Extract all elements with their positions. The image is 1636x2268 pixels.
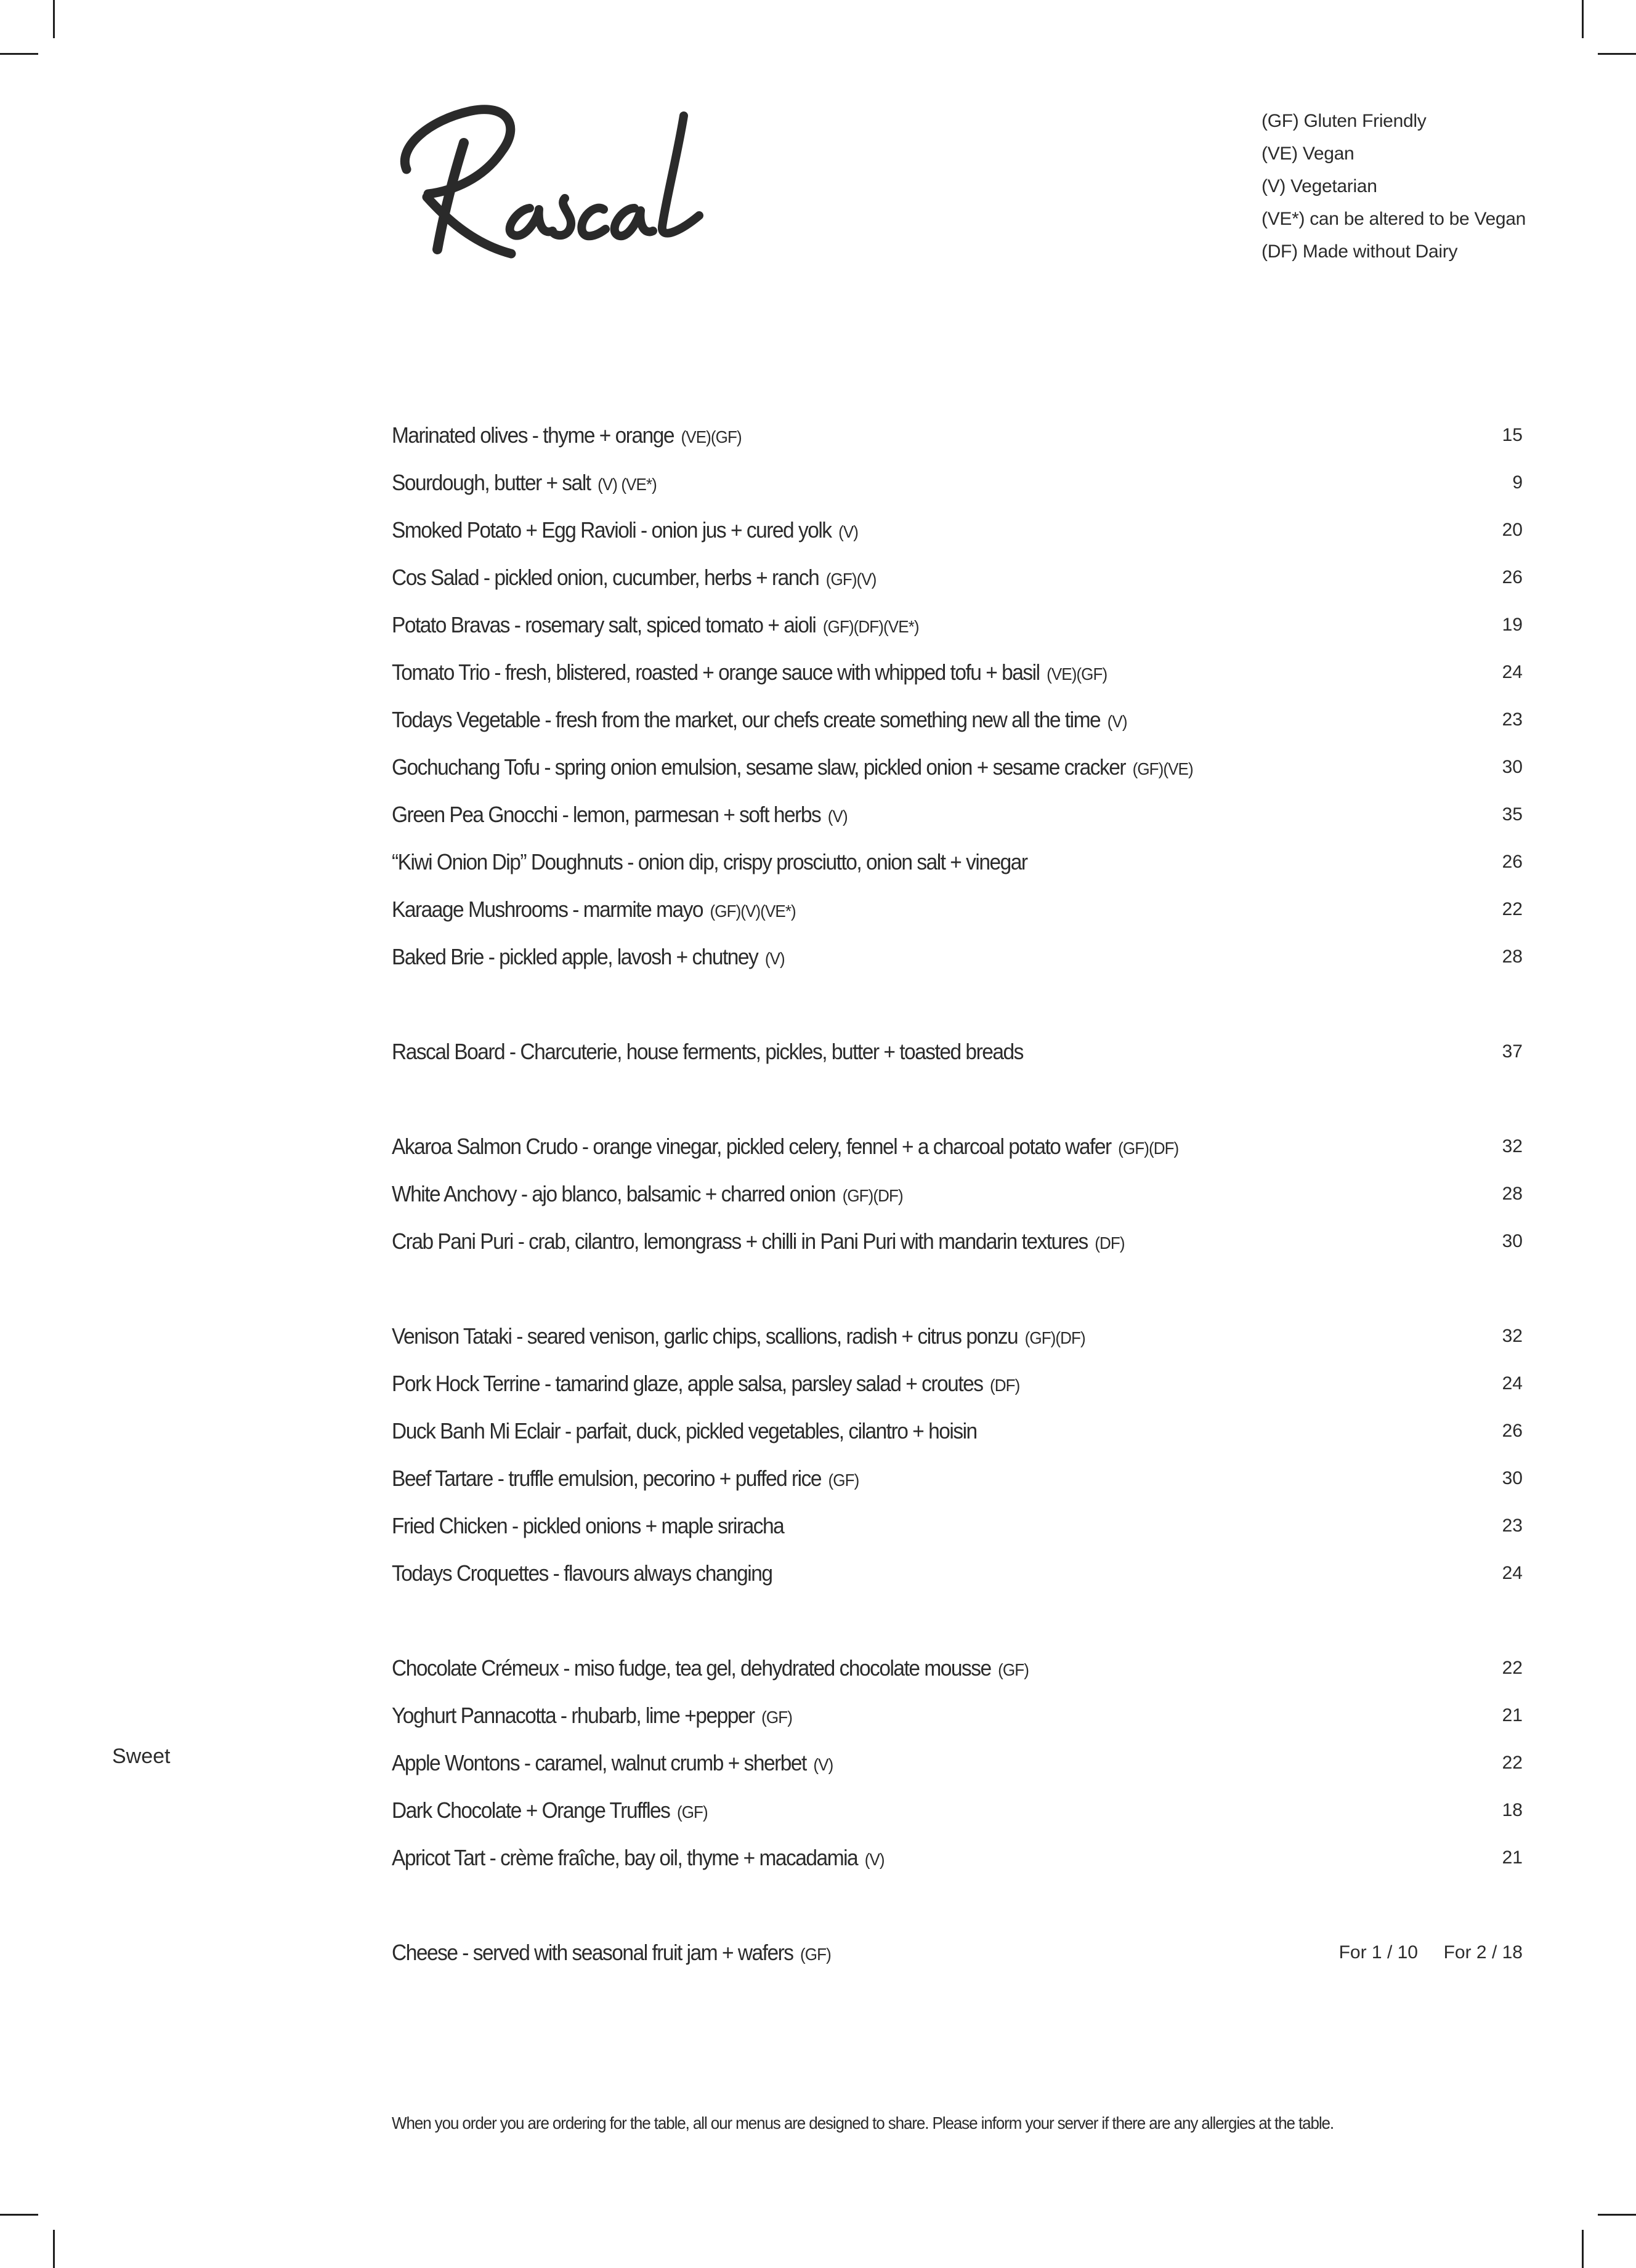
menu-item	[392, 411, 1523, 459]
item-price: 24	[1502, 661, 1523, 682]
dietary-tags: (GF)(VE)	[1132, 759, 1193, 778]
item-description: Sourdough, butter + salt	[392, 469, 591, 495]
dietary-tags: (GF)	[998, 1660, 1029, 1679]
item-description: Beef Tartare - truffle emulsion, pecorino + puffed rice	[392, 1465, 822, 1491]
item-price: 15	[1502, 424, 1523, 445]
dietary-tags: (DF)	[1095, 1233, 1125, 1253]
menu-item-cheese	[392, 1929, 1523, 1976]
dietary-tags: (GF)(DF)	[1118, 1138, 1179, 1158]
item-description: Pork Hock Terrine - tamarind glaze, apple salsa, parsley salad + croutes	[392, 1370, 983, 1396]
item-description: Marinated olives - thyme + orange	[392, 422, 674, 448]
item-description: “Kiwi Onion Dip” Doughnuts - onion dip, crispy prosciutto, onion salt + vinegar	[392, 849, 1027, 874]
item-price: 22	[1502, 898, 1523, 919]
menu-item	[392, 506, 1523, 554]
item-price: 22	[1502, 1752, 1523, 1773]
item-price: 9	[1512, 472, 1523, 493]
item-price: 32	[1502, 1136, 1523, 1156]
dietary-tags: (GF)(DF)	[1024, 1328, 1085, 1347]
item-description: Todays Vegetable - fresh from the market, our chefs create something new all the time	[392, 706, 1101, 732]
menu-section-board	[392, 1028, 1523, 1075]
dietary-tags: (GF)(V)(VE*)	[710, 901, 796, 921]
section-gap	[392, 980, 1523, 1028]
dietary-tags: (VE)(GF)	[1047, 664, 1108, 684]
menu-item	[392, 886, 1523, 933]
menu-list	[392, 411, 1523, 1976]
dietary-tags: (V) (VE*)	[597, 474, 657, 494]
dietary-tags: (V)	[764, 948, 785, 968]
legend-item-ve-star: (VE*) can be altered to be Vegan	[1261, 209, 1526, 229]
menu-item	[392, 1360, 1523, 1407]
dietary-tags: (GF)(V)	[825, 569, 877, 589]
menu-item	[392, 554, 1523, 601]
item-description: Rascal Board - Charcuterie, house ferments, pickles, butter + toasted breads	[392, 1038, 1023, 1064]
menu-item	[392, 1455, 1523, 1502]
dietary-tags: (V)	[838, 522, 859, 541]
item-description: Fried Chicken - pickled onions + maple sriracha	[392, 1512, 784, 1538]
dietary-tags: (GF)	[800, 1944, 831, 1964]
item-description: Gochuchang Tofu - spring onion emulsion, sesame slaw, pickled onion + sesame cracker	[392, 754, 1126, 780]
menu-item	[392, 696, 1523, 743]
crop-mark-top-right-horizontal	[1598, 53, 1636, 55]
item-description: Green Pea Gnocchi - lemon, parmesan + soft herbs	[392, 801, 821, 827]
item-price: 26	[1502, 851, 1523, 872]
item-price: 23	[1502, 709, 1523, 730]
menu-item	[392, 1312, 1523, 1360]
item-description: Potato Bravas - rosemary salt, spiced tomato + aioli	[392, 611, 816, 637]
menu-item	[392, 743, 1523, 791]
menu-item	[392, 648, 1523, 696]
menu-item	[392, 1170, 1523, 1217]
item-price: 26	[1502, 1420, 1523, 1441]
menu-item	[392, 1834, 1523, 1881]
item-description: Akaroa Salmon Crudo - orange vinegar, pickled celery, fennel + a charcoal potato wafer	[392, 1133, 1111, 1159]
item-price: 37	[1502, 1041, 1523, 1062]
item-price: 24	[1502, 1562, 1523, 1583]
dietary-tags: (GF)	[828, 1470, 859, 1490]
price-for-two: For 2 / 18	[1443, 1942, 1523, 1963]
dietary-tags: (GF)(DF)(VE*)	[822, 616, 919, 636]
menu-item	[392, 791, 1523, 838]
section-gap	[392, 1265, 1523, 1312]
legend-item-df: (DF) Made without Dairy	[1261, 241, 1458, 262]
dietary-tags: (V)	[1107, 711, 1127, 731]
dietary-tags: (V)	[827, 806, 848, 826]
dietary-tags: (GF)	[761, 1707, 792, 1727]
menu-item	[392, 933, 1523, 980]
item-price: 35	[1502, 804, 1523, 825]
menu-item	[392, 459, 1523, 506]
dietary-tags: (V)	[813, 1754, 833, 1774]
menu-item	[392, 1123, 1523, 1170]
item-description: White Anchovy - ajo blanco, balsamic + charred onion	[392, 1180, 836, 1206]
menu-item	[392, 1549, 1523, 1597]
menu-item	[392, 838, 1523, 886]
menu-item	[392, 1739, 1523, 1786]
item-description: Cos Salad - pickled onion, cucumber, herbs + ranch	[392, 564, 819, 590]
item-price: 23	[1502, 1515, 1523, 1536]
crop-mark-bottom-right-horizontal	[1598, 2214, 1636, 2216]
item-price: 28	[1502, 946, 1523, 967]
menu-section-small-plates	[392, 411, 1523, 980]
menu-section-meat	[392, 1312, 1523, 1597]
item-description: Apple Wontons - caramel, walnut crumb + sherbet	[392, 1749, 811, 1775]
crop-mark-bottom-right-vertical	[1582, 2230, 1584, 2268]
item-price: 30	[1502, 1467, 1523, 1488]
section-gap	[392, 1075, 1523, 1123]
item-description: Karaage Mushrooms - marmite mayo	[392, 896, 703, 922]
section-gap	[392, 1597, 1523, 1644]
legend-item-v: (V) Vegetarian	[1261, 176, 1377, 196]
item-price: 21	[1502, 1847, 1523, 1868]
legend-item-ve: (VE) Vegan	[1261, 143, 1355, 164]
section-label-sweet: Sweet	[112, 1745, 171, 1768]
item-price: 24	[1502, 1373, 1523, 1394]
item-description: Smoked Potato + Egg Ravioli - onion jus + cured yolk	[392, 517, 832, 543]
item-price: 30	[1502, 1230, 1523, 1251]
dietary-tags: (V)	[864, 1849, 885, 1869]
crop-mark-bottom-left-horizontal	[0, 2214, 38, 2216]
dietary-tags: (DF)	[990, 1375, 1020, 1395]
item-price: 21	[1502, 1705, 1523, 1725]
menu-item	[392, 1502, 1523, 1549]
dietary-legend	[1261, 105, 1526, 268]
dietary-tags: (GF)(DF)	[842, 1185, 903, 1205]
item-price: 22	[1502, 1657, 1523, 1678]
menu-item	[392, 1217, 1523, 1265]
item-description: Dark Chocolate + Orange Truffles	[392, 1797, 670, 1823]
legend-item-gf: (GF) Gluten Friendly	[1261, 111, 1427, 131]
item-price: 20	[1502, 519, 1523, 540]
item-description: Venison Tataki - seared venison, garlic chips, scallions, radish + citrus ponzu	[392, 1323, 1018, 1349]
footer-note: When you order you are ordering for the table, all our menus are designed to share. Please inform your server if there are any allergies at the table.	[392, 2113, 1334, 2133]
item-price: 32	[1502, 1325, 1523, 1346]
menu-section-seafood	[392, 1123, 1523, 1265]
item-description: Duck Banh Mi Eclair - parfait, duck, pickled vegetables, cilantro + hoisin	[392, 1418, 977, 1443]
item-description: Baked Brie - pickled apple, lavosh + chutney	[392, 943, 758, 969]
price-for-one: For 1 / 10	[1338, 1942, 1418, 1963]
crop-mark-top-left-vertical	[53, 0, 55, 38]
menu-item	[392, 1407, 1523, 1455]
menu-item	[392, 601, 1523, 648]
item-price: 19	[1502, 614, 1523, 635]
item-price: 26	[1502, 567, 1523, 587]
section-gap	[392, 1881, 1523, 1929]
item-description: Yoghurt Pannacotta - rhubarb, lime +pepper	[392, 1702, 755, 1728]
menu-item	[392, 1786, 1523, 1834]
dietary-tags: (GF)	[676, 1802, 708, 1822]
item-description: Cheese - served with seasonal fruit jam + wafers	[392, 1939, 793, 1965]
item-price: 28	[1502, 1183, 1523, 1204]
item-description: Apricot Tart - crème fraîche, bay oil, thyme + macadamia	[392, 1844, 858, 1870]
dietary-tags: (VE)(GF)	[681, 427, 742, 446]
crop-mark-top-left-horizontal	[0, 53, 38, 55]
item-description: Tomato Trio - fresh, blistered, roasted + orange sauce with whipped tofu + basil	[392, 659, 1040, 685]
menu-item	[392, 1028, 1523, 1075]
item-price: 30	[1502, 756, 1523, 777]
menu-item	[392, 1692, 1523, 1739]
crop-mark-bottom-left-vertical	[53, 2230, 55, 2268]
crop-mark-top-right-vertical	[1582, 0, 1584, 38]
item-price: 18	[1502, 1799, 1523, 1820]
rascal-logo	[391, 92, 724, 277]
item-description: Todays Croquettes - flavours always changing	[392, 1560, 772, 1586]
item-description: Chocolate Crémeux - miso fudge, tea gel, dehydrated chocolate mousse	[392, 1655, 991, 1681]
menu-item	[392, 1644, 1523, 1692]
item-description: Crab Pani Puri - crab, cilantro, lemongrass + chilli in Pani Puri with mandarin textures	[392, 1228, 1088, 1254]
menu-section-sweet	[392, 1644, 1523, 1881]
